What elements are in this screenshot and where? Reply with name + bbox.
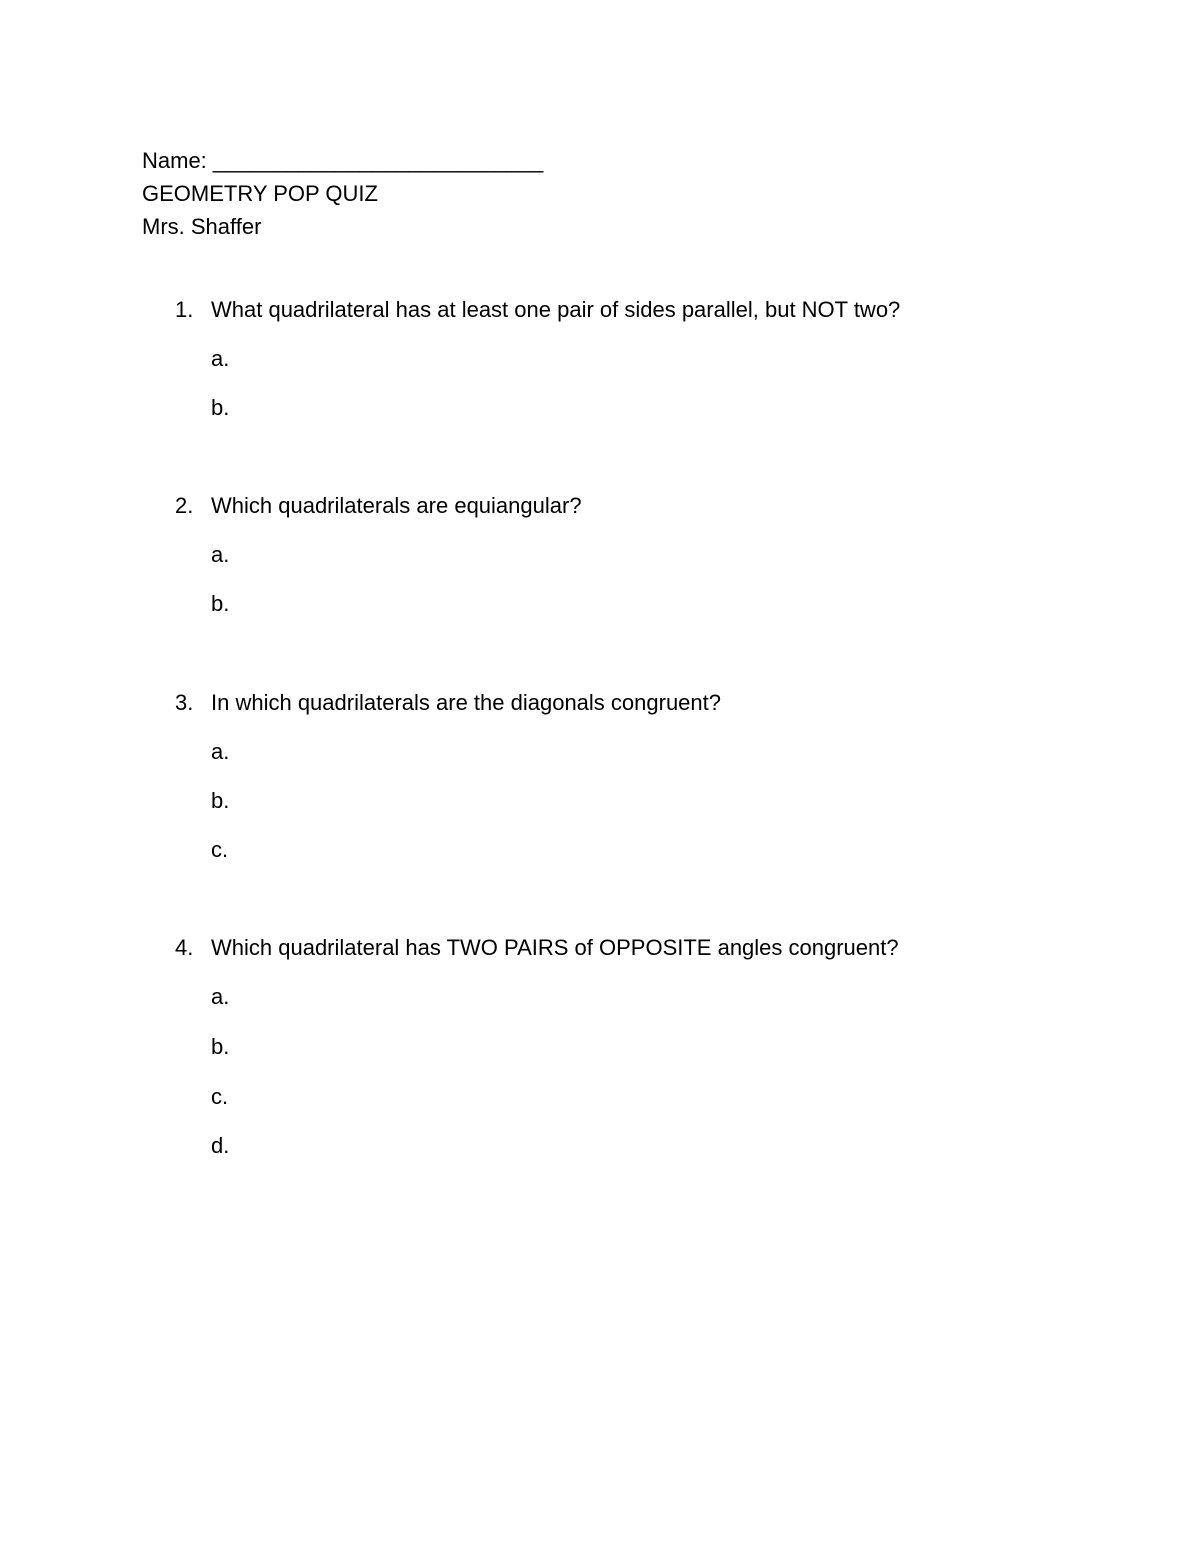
question-text: What quadrilateral has at least one pair of sides parallel, but NOT two? — [211, 297, 901, 322]
question-number: 4. — [175, 935, 194, 960]
question-text: Which quadrilateral has TWO PAIRS of OPPOSITE angles congruent? — [211, 935, 899, 960]
quiz-header — [142, 144, 543, 243]
answer-option-a: a. — [211, 739, 230, 764]
answer-option-c: c. — [211, 837, 229, 862]
answer-option-d: d. — [211, 1133, 230, 1158]
question-text: In which quadrilaterals are the diagonals congruent? — [211, 690, 721, 715]
name-line: Name: ___________________________ — [142, 148, 544, 173]
answer-option-a: a. — [211, 346, 230, 371]
answer-option-b: b. — [211, 395, 230, 420]
teacher-name: Mrs. Shaffer — [142, 214, 262, 239]
question-number: 2. — [175, 493, 194, 518]
answer-option-c: c. — [211, 1084, 229, 1109]
answer-option-a: a. — [211, 542, 230, 567]
answer-option-b: b. — [211, 1034, 230, 1059]
quiz-title: GEOMETRY POP QUIZ — [142, 181, 378, 206]
question-text: Which quadrilaterals are equiangular? — [211, 493, 582, 518]
question-number: 3. — [175, 690, 194, 715]
answer-option-b: b. — [211, 591, 230, 616]
answer-option-b: b. — [211, 788, 230, 813]
question-number: 1. — [175, 297, 194, 322]
answer-option-a: a. — [211, 984, 230, 1009]
